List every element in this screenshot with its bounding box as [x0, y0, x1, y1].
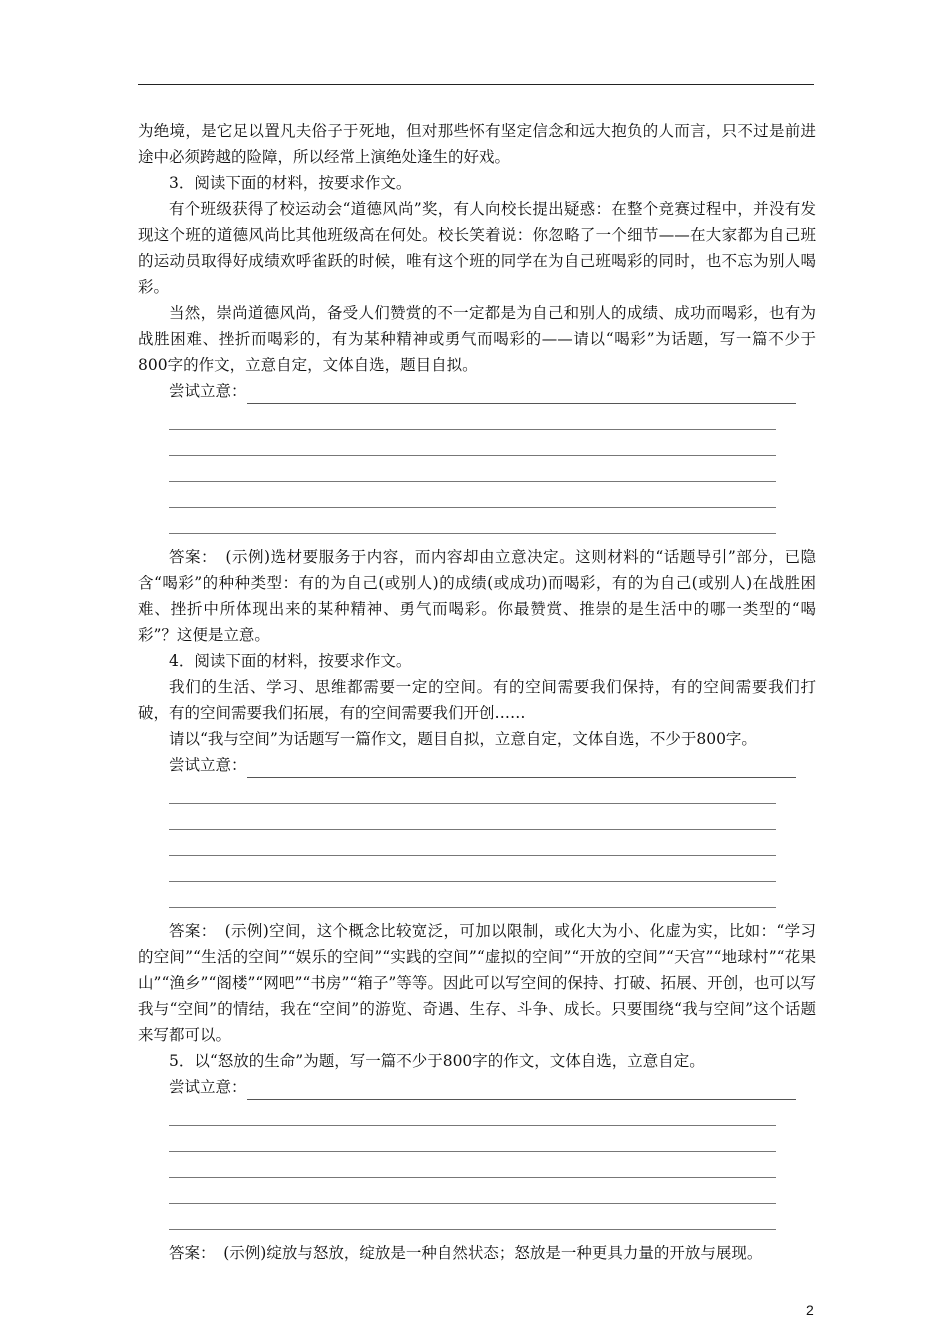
- answer-blank-line[interactable]: [169, 1152, 776, 1178]
- question-4-title: 4．阅读下面的材料，按要求作文。: [169, 652, 412, 670]
- header-rule: [138, 84, 814, 85]
- page-content: [138, 118, 816, 1266]
- question-4-answer: 答案： (示例)空间，这个概念比较宽泛，可加以限制，或化大为小、化虚为实，比如：“学习的空间”“生活的空间”“娱乐的空间”“实践的空间”“虚拟的空间”“开放的空间”“天宫”“地球村”“花果山”“渔乡”“阁楼”“网吧”“书房”“箱子”等等。因此可以写空间的保持、打破、拓展、开创，也可以写我与“空间”的情结，我在“空间”的游览、奇遇、生存、斗争、成长。只要围绕“我与空间”这个话题来写都可以。: [138, 922, 816, 1044]
- answer-blank-line[interactable]: [247, 385, 796, 404]
- question-3-prompt: 当然，崇尚道德风尚，备受人们赞赏的不一定都是为自己和别人的成绩、成功而喝彩，也有为战胜困难、挫折而喝彩的，有为某种精神或勇气而喝彩的——请以“喝彩”为话题，写一篇不少于800字的作文，立意自定，文体自选，题目自拟。: [138, 304, 816, 374]
- question-4-try-row: [169, 752, 816, 778]
- question-3-material: 有个班级获得了校运动会“道德风尚”奖，有人向校长提出疑惑：在整个竞赛过程中，并没有发现这个班的道德风尚比其他班级高在何处。校长笑着说：你忽略了一个细节——在大家都为自己班的运动员取得好成绩欢呼雀跃的时候，唯有这个班的同学在为自己班喝彩的同时，也不忘为别人喝彩。: [138, 200, 816, 296]
- answer-blank-line[interactable]: [169, 804, 776, 830]
- answer-blank-line[interactable]: [169, 830, 776, 856]
- answer-blank-line[interactable]: [169, 430, 776, 456]
- answer-blank-line[interactable]: [169, 508, 776, 534]
- try-label: 尝试立意：: [169, 1078, 247, 1096]
- question-4-material: 我们的生活、学习、思维都需要一定的空间。有的空间需要我们保持，有的空间需要我们打破，有的空间需要我们拓展，有的空间需要我们开创……: [138, 678, 816, 722]
- try-label: 尝试立意：: [169, 382, 247, 400]
- try-label: 尝试立意：: [169, 756, 247, 774]
- answer-blank-line[interactable]: [169, 1204, 776, 1230]
- question-4-prompt: 请以“我与空间”为话题写一篇作文，题目自拟，立意自定，文体自选，不少于800字。: [169, 730, 757, 748]
- question-5-try-row: [169, 1074, 816, 1100]
- answer-blank-line[interactable]: [169, 482, 776, 508]
- question-3-title: 3．阅读下面的材料，按要求作文。: [169, 174, 412, 192]
- answer-blank-line[interactable]: [169, 856, 776, 882]
- answer-blank-line[interactable]: [169, 1178, 776, 1204]
- answer-blank-line[interactable]: [247, 759, 796, 778]
- continued-paragraph: 为绝境，是它足以置凡夫俗子于死地，但对那些怀有坚定信念和远大抱负的人而言，只不过是前进途中必须跨越的险障，所以经常上演绝处逢生的好戏。: [138, 122, 816, 166]
- question-5-answer: 答案： (示例)绽放与怒放，绽放是一种自然状态；怒放是一种更具力量的开放与展现。: [169, 1244, 763, 1262]
- answer-blank-line[interactable]: [169, 456, 776, 482]
- question-3-try-row: [169, 378, 816, 404]
- question-5-title: 5．以“怒放的生命”为题，写一篇不少于800字的作文，文体自选，立意自定。: [169, 1052, 705, 1070]
- answer-blank-line[interactable]: [247, 1081, 796, 1100]
- answer-blank-line[interactable]: [169, 882, 776, 908]
- question-3-answer: 答案： (示例)选材要服务于内容，而内容却由立意决定。这则材料的“话题导引”部分，已隐含“喝彩”的种种类型：有的为自己(或别人)的成绩(或成功)而喝彩，有的为自己(或别人)在战胜困难、挫折中所体现出来的某种精神、勇气而喝彩。你最赞赏、推崇的是生活中的哪一类型的“喝彩”？这便是立意。: [138, 548, 816, 644]
- answer-blank-line[interactable]: [169, 1100, 776, 1126]
- answer-blank-line[interactable]: [169, 1126, 776, 1152]
- page-number: 2: [806, 1302, 814, 1318]
- answer-blank-line[interactable]: [169, 778, 776, 804]
- answer-blank-line[interactable]: [169, 404, 776, 430]
